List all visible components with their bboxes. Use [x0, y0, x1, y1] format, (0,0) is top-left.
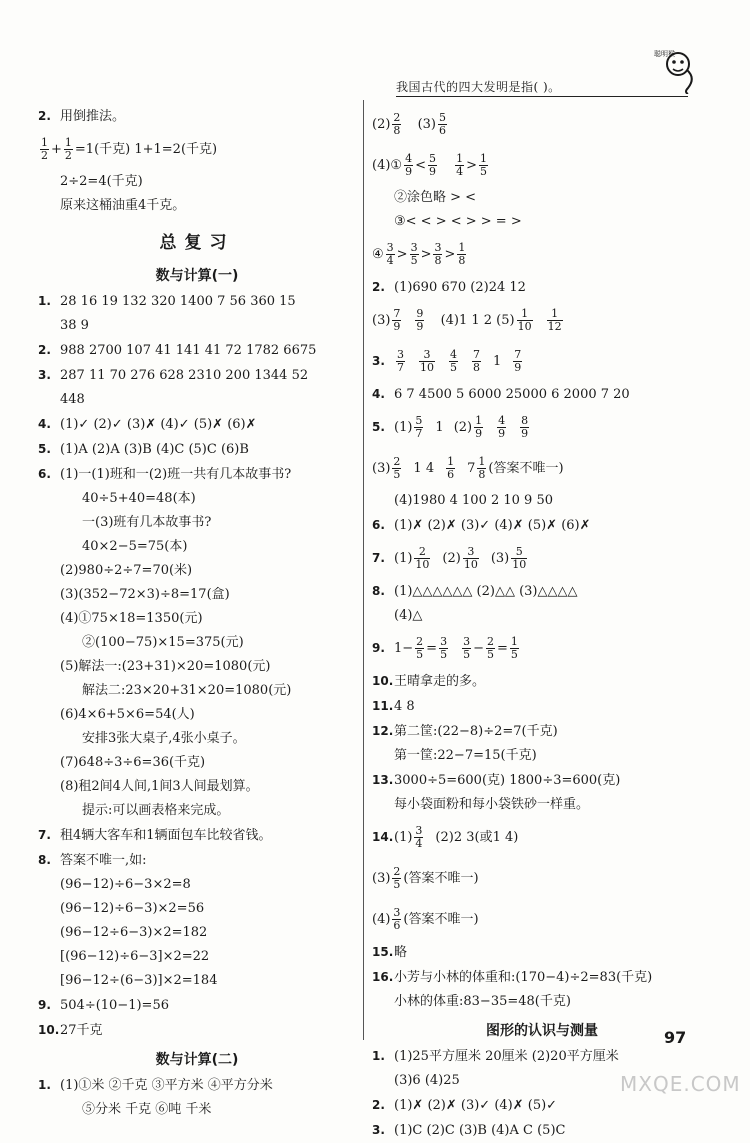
answer-line: (2)980÷2÷7=70(米) — [60, 563, 193, 578]
answer-line: 2. 用倒推法。 — [38, 109, 126, 124]
answer-line: 9. 504÷(10−1)=56 — [38, 998, 169, 1013]
answer-line: (96−12)÷6−3)×2=56 — [60, 901, 205, 916]
answer-line: (5)解法一:(23+31)×20=1080(元) — [60, 659, 271, 674]
monkey-mascot-icon — [654, 44, 696, 94]
answer-line: 3. 287 11 70 276 628 2310 200 1344 52 — [38, 368, 309, 383]
answer-line: 第一筐:22−7=15(千克) — [394, 748, 537, 763]
answer-line: 原来这桶油重4千克。 — [60, 198, 186, 213]
section-title-calc-2: 数与计算(二) — [155, 1052, 239, 1068]
answer-line: 3. (1)C (2)C (3)B (4)A C (5)C — [372, 1123, 566, 1138]
answer-line: 3. $\frac{3}{7}$ $\frac{3}{10}$ $\frac{4}{5}$ $\frac{7}{8}$ 1 $\frac{7}{9}$ — [372, 348, 522, 374]
section-title-review: 总复习 — [159, 233, 235, 253]
fraction: $\frac{5}{6}$ — [438, 111, 446, 137]
answer-line: (96−12)÷6−3×2=8 — [60, 877, 191, 892]
answer-line: (4)△ — [394, 608, 423, 623]
answer-line: 8. 答案不唯一,如: — [38, 853, 147, 868]
answer-line: 提示:可以画表格来完成。 — [82, 803, 230, 818]
answer-line: ②(100−75)×15=375(元) — [82, 635, 244, 650]
answer-line: 1. 28 16 19 132 320 1400 7 56 360 15 — [38, 294, 296, 309]
answer-line: 1. (1)25平方厘米 20厘米 (2)20平方厘米 — [372, 1049, 619, 1064]
answer-line: (8)租2间4人间,1间3人间最划算。 — [60, 779, 259, 794]
answer-line: 448 — [60, 392, 85, 407]
answer-line: 1. (1)①米 ②千克 ③平方米 ④平方分米 — [38, 1078, 273, 1093]
answer-line: [(96−12)÷6−3]×2=22 — [60, 949, 210, 964]
answer-line: 7. (1) $\frac{2}{10}$ (2) $\frac{3}{10}$ (3) $\frac{5}{10}$ — [372, 545, 527, 571]
answer-line: 40÷5+40=48(本) — [82, 491, 196, 506]
answer-line: 每小袋面粉和每小袋铁砂一样重。 — [394, 797, 590, 812]
header-question: 我国古代的四大发明是指( )。 — [396, 80, 561, 94]
answer-line: [96−12÷(6−3)]×2=184 — [60, 973, 218, 988]
answer-line: 38 9 — [60, 318, 89, 333]
answer-line: 2. (1)✗ (2)✗ (3)✓ (4)✗ (5)✓ — [372, 1098, 558, 1113]
answer-line: 6. (1)✗ (2)✗ (3)✓ (4)✗ (5)✗ (6)✗ — [372, 518, 591, 533]
answer-line: (4)①75×18=1350(元) — [60, 611, 203, 626]
answer-line: 15.略 — [372, 945, 408, 960]
section-title-geometry: 图形的认识与测量 — [486, 1023, 598, 1039]
answer-line: (3)(352−72×3)÷8=17(盒) — [60, 587, 230, 602]
answer-line: 5. (1) $\frac{5}{7}$ 1 (2) $\frac{1}{9}$ $\frac{4}{9}$ $\frac{8}{9}$ — [372, 414, 529, 440]
answer-line: (3) $\frac{7}{9}$ $\frac{9}{9}$ (4)1 1 2 (5) $\frac{1}{10}$ $\frac{1}{12}$ — [372, 307, 562, 333]
answer-line: 4. 6 7 4500 5 6000 25000 6 2000 7 20 — [372, 387, 630, 402]
answer-line: $\frac{1}{2}$ + $\frac{1}{2}$ =1(千克) 1+1=2(千克) — [41, 136, 218, 162]
answer-line: 4. (1)✓ (2)✓ (3)✗ (4)✓ (5)✗ (6)✗ — [38, 417, 257, 432]
answer-line: 10.27千克 — [38, 1023, 103, 1038]
answer-line: (3) $\frac{2}{5}$ (答案不唯一) — [372, 865, 479, 891]
answer-line: ②涂色略 > < — [394, 190, 477, 205]
answer-line: (6)4×6+5×6=54(人) — [60, 707, 195, 722]
answer-line: (4)1980 4 100 2 10 9 50 — [394, 493, 554, 508]
fraction: $\frac{2}{8}$ — [393, 111, 401, 137]
answer-line: (3) $\frac{2}{5}$ 1 4 $\frac{1}{6}$ 7 $\frac{1}{8}$ (答案不唯一) — [372, 455, 564, 481]
watermark: MXQE.COM — [620, 1072, 741, 1096]
answer-line: ⑤分米 千克 ⑥吨 千米 — [82, 1102, 212, 1117]
answer-line: 6. (1)一(1)班和一(2)班一共有几本故事书? — [38, 467, 292, 482]
answer-line: 安排3张大桌子,4张小桌子。 — [82, 731, 246, 746]
answer-line: (4) $\frac{3}{6}$ (答案不唯一) — [372, 906, 479, 932]
answer-line: ③< < > < > > = > — [394, 214, 522, 229]
fraction: $\frac{1}{2}$ — [64, 136, 72, 162]
answer-line: 2. 988 2700 107 41 141 41 72 1782 6675 — [38, 343, 317, 358]
answer-line: 5. (1)A (2)A (3)B (4)C (5)C (6)B — [38, 442, 249, 457]
page-number: 97 — [664, 1028, 687, 1047]
answer-line: 7. 租4辆大客车和1辆面包车比较省钱。 — [38, 828, 272, 843]
answer-line: 16.小芳与小林的体重和:(170−4)÷2=83(千克) — [372, 970, 653, 985]
answer-line: (3)6 (4)25 — [394, 1073, 460, 1088]
answer-line: 10.王晴拿走的多。 — [372, 674, 486, 689]
answer-line: 13.3000÷5=600(克) 1800÷3=600(克) — [372, 773, 621, 788]
answer-line: (2) $\frac{2}{8}$ (3) $\frac{5}{6}$ — [372, 111, 446, 137]
answer-line: 11.4 8 — [372, 699, 415, 714]
answer-line: 2. (1)690 670 (2)24 12 — [372, 280, 526, 295]
answer-line: 一(3)班有几本故事书? — [82, 515, 212, 530]
answer-line: 8. (1)△△△△△△ (2)△△ (3)△△△△ — [372, 584, 578, 599]
fraction: $\frac{1}{2}$ — [41, 136, 48, 162]
answer-line: 12.第二筐:(22−8)÷2=7(千克) — [372, 724, 558, 739]
section-title-calc-1: 数与计算(一) — [155, 268, 239, 284]
left-column — [38, 104, 356, 1122]
answer-line: 14.(1) $\frac{3}{4}$ (2)2 3(或1 4) — [372, 824, 519, 850]
column-divider — [363, 100, 364, 1040]
answer-line: (96−12÷6−3)×2=182 — [60, 925, 208, 940]
answer-line: 40×2−5=75(本) — [82, 539, 188, 554]
answer-line: 小林的体重:83−35=48(千克) — [394, 994, 571, 1009]
answer-line: 解法二:23×20+31×20=1080(元) — [82, 683, 292, 698]
answer-line: ④ $\frac{3}{4}$ > $\frac{3}{5}$ > $\frac{3}{8}$ > $\frac{1}{8}$ — [372, 241, 466, 267]
answer-line: (4)① $\frac{4}{9}$ < $\frac{5}{9}$ $\frac{1}{4}$ > $\frac{1}{5}$ — [372, 152, 488, 178]
header-rule — [396, 96, 688, 97]
right-column — [372, 104, 712, 1143]
answer-line: 9. 1− $\frac{2}{5}$ = $\frac{3}{5}$ $\frac{3}{5}$ − $\frac{2}{5}$ = $\frac{1}{5}$ — [372, 635, 518, 661]
mascot-label: 聪明猴 — [654, 50, 675, 58]
answer-line: 2÷2=4(千克) — [60, 174, 143, 189]
answer-line: (7)648÷3÷6=36(千克) — [60, 755, 206, 770]
